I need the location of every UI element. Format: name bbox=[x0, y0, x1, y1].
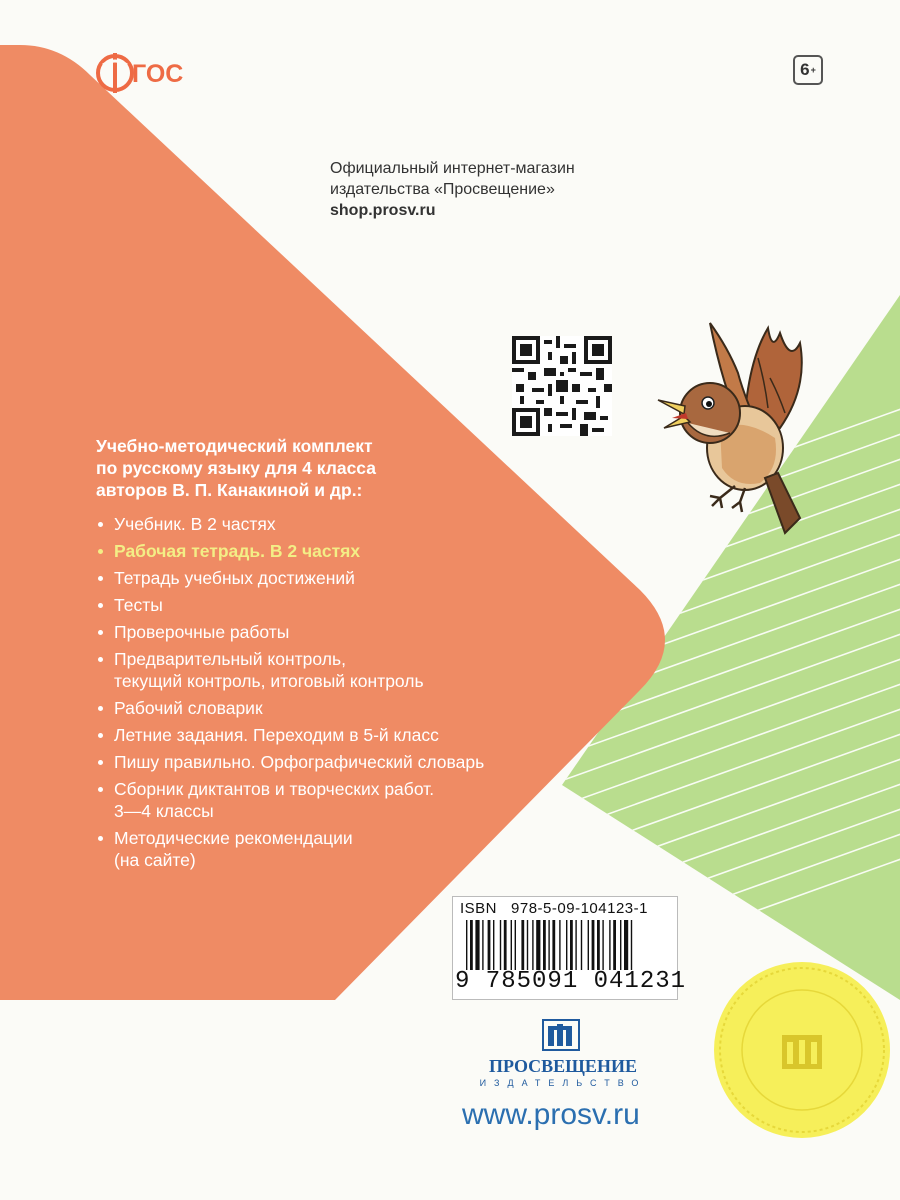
kit-item bbox=[96, 648, 566, 692]
barcode-digits: 9 785091 041231 bbox=[455, 968, 687, 995]
kit-item-line: Летние задания. Переходим в 5-й класс bbox=[114, 725, 439, 745]
kit-item bbox=[96, 697, 566, 719]
kit-item bbox=[96, 567, 566, 589]
publisher-name: ПРОСВЕЩЕНИЕ bbox=[489, 1056, 637, 1076]
barcode-bar bbox=[548, 920, 549, 970]
kit-item-line: Проверочные работы bbox=[114, 622, 290, 642]
barcode-bar bbox=[527, 920, 528, 970]
barcode-bar bbox=[559, 920, 560, 970]
kit-item-current bbox=[96, 540, 566, 562]
kit-item-line: Пишу правильно. Орфографический словарь bbox=[114, 752, 485, 772]
kit-item bbox=[96, 724, 566, 746]
barcode-bar bbox=[521, 920, 524, 970]
sparrow-illustration bbox=[650, 318, 820, 538]
barcode-bar bbox=[597, 920, 600, 970]
barcode-bar bbox=[532, 920, 533, 970]
publisher-logo-icon bbox=[541, 1018, 581, 1052]
barcode-bar bbox=[609, 920, 610, 970]
barcode-bar bbox=[592, 920, 595, 970]
shop-info bbox=[330, 158, 575, 221]
publisher-subtitle: ИЗДАТЕЛЬСТВО bbox=[479, 1078, 647, 1088]
barcode-bar bbox=[631, 920, 632, 970]
barcode-bar bbox=[566, 920, 567, 970]
shop-line-2: издательства «Просвещение» bbox=[330, 181, 555, 198]
kit-title bbox=[96, 435, 566, 501]
kit-item-line-2: 3—4 классы bbox=[114, 801, 214, 821]
isbn-line bbox=[460, 900, 648, 917]
qr-code[interactable] bbox=[512, 336, 612, 436]
barcode-bar bbox=[515, 920, 516, 970]
barcode-bar bbox=[482, 920, 483, 970]
barcode bbox=[464, 920, 664, 970]
barcode-bar bbox=[536, 920, 540, 970]
kit-items bbox=[96, 513, 566, 871]
kit-item-line: Тесты bbox=[114, 595, 163, 615]
kit-item-line-2: (на сайте) bbox=[114, 850, 196, 870]
kit-item-line: Рабочая тетрадь. В 2 частях bbox=[114, 541, 361, 561]
kit-item bbox=[96, 594, 566, 616]
kit-item-line: Методические рекомендации bbox=[114, 828, 353, 848]
barcode-bar bbox=[470, 920, 473, 970]
barcode-bar bbox=[620, 920, 621, 970]
barcode-bar bbox=[581, 920, 582, 970]
shop-url[interactable]: shop.prosv.ru bbox=[330, 202, 436, 219]
barcode-bar bbox=[500, 920, 501, 970]
kit-item bbox=[96, 827, 566, 871]
barcode-bar bbox=[488, 920, 491, 970]
kit-list-block bbox=[96, 435, 566, 876]
kit-item bbox=[96, 751, 566, 773]
barcode-bar bbox=[552, 920, 555, 970]
barcode-bar bbox=[624, 920, 628, 970]
kit-item-line: Рабочий словарик bbox=[114, 698, 263, 718]
seal-emblem bbox=[712, 960, 892, 1140]
kit-title-line-1: Учебно-методический комплект bbox=[96, 436, 373, 456]
kit-title-line-3: авторов В. П. Канакиной и др.: bbox=[96, 480, 363, 500]
age-rating-value: 6 bbox=[800, 60, 810, 79]
kit-item bbox=[96, 621, 566, 643]
publisher-website[interactable]: www.prosv.ru bbox=[462, 1098, 640, 1131]
kit-item-line: Учебник. В 2 частях bbox=[114, 514, 276, 534]
isbn-label: ISBN bbox=[460, 900, 498, 917]
barcode-bar bbox=[575, 920, 576, 970]
barcode-bar bbox=[511, 920, 512, 970]
kit-item-line: Предварительный контроль, bbox=[114, 649, 346, 669]
barcode-bar bbox=[613, 920, 616, 970]
barcode-bar bbox=[466, 920, 467, 970]
barcode-bar bbox=[570, 920, 573, 970]
barcode-bar bbox=[543, 920, 546, 970]
age-rating-suffix: + bbox=[810, 65, 816, 75]
barcode-bar bbox=[588, 920, 589, 970]
kit-item-line: Сборник диктантов и творческих работ. bbox=[114, 779, 435, 799]
isbn-number: 978-5-09-104123-1 bbox=[511, 900, 648, 917]
kit-item-line-2: текущий контроль, итоговый контроль bbox=[114, 671, 424, 691]
kit-title-line-2: по русскому языку для 4 класса bbox=[96, 458, 376, 478]
kit-item bbox=[96, 513, 566, 535]
shop-line-1: Официальный интернет-магазин bbox=[330, 160, 575, 177]
barcode-bar bbox=[475, 920, 479, 970]
barcode-bar bbox=[493, 920, 494, 970]
fgos-logo-text: ГОС bbox=[132, 60, 184, 88]
kit-item-line: Тетрадь учебных достижений bbox=[114, 568, 355, 588]
kit-item bbox=[96, 778, 566, 822]
barcode-bar bbox=[504, 920, 507, 970]
barcode-bar bbox=[602, 920, 603, 970]
age-rating-badge bbox=[793, 55, 823, 85]
